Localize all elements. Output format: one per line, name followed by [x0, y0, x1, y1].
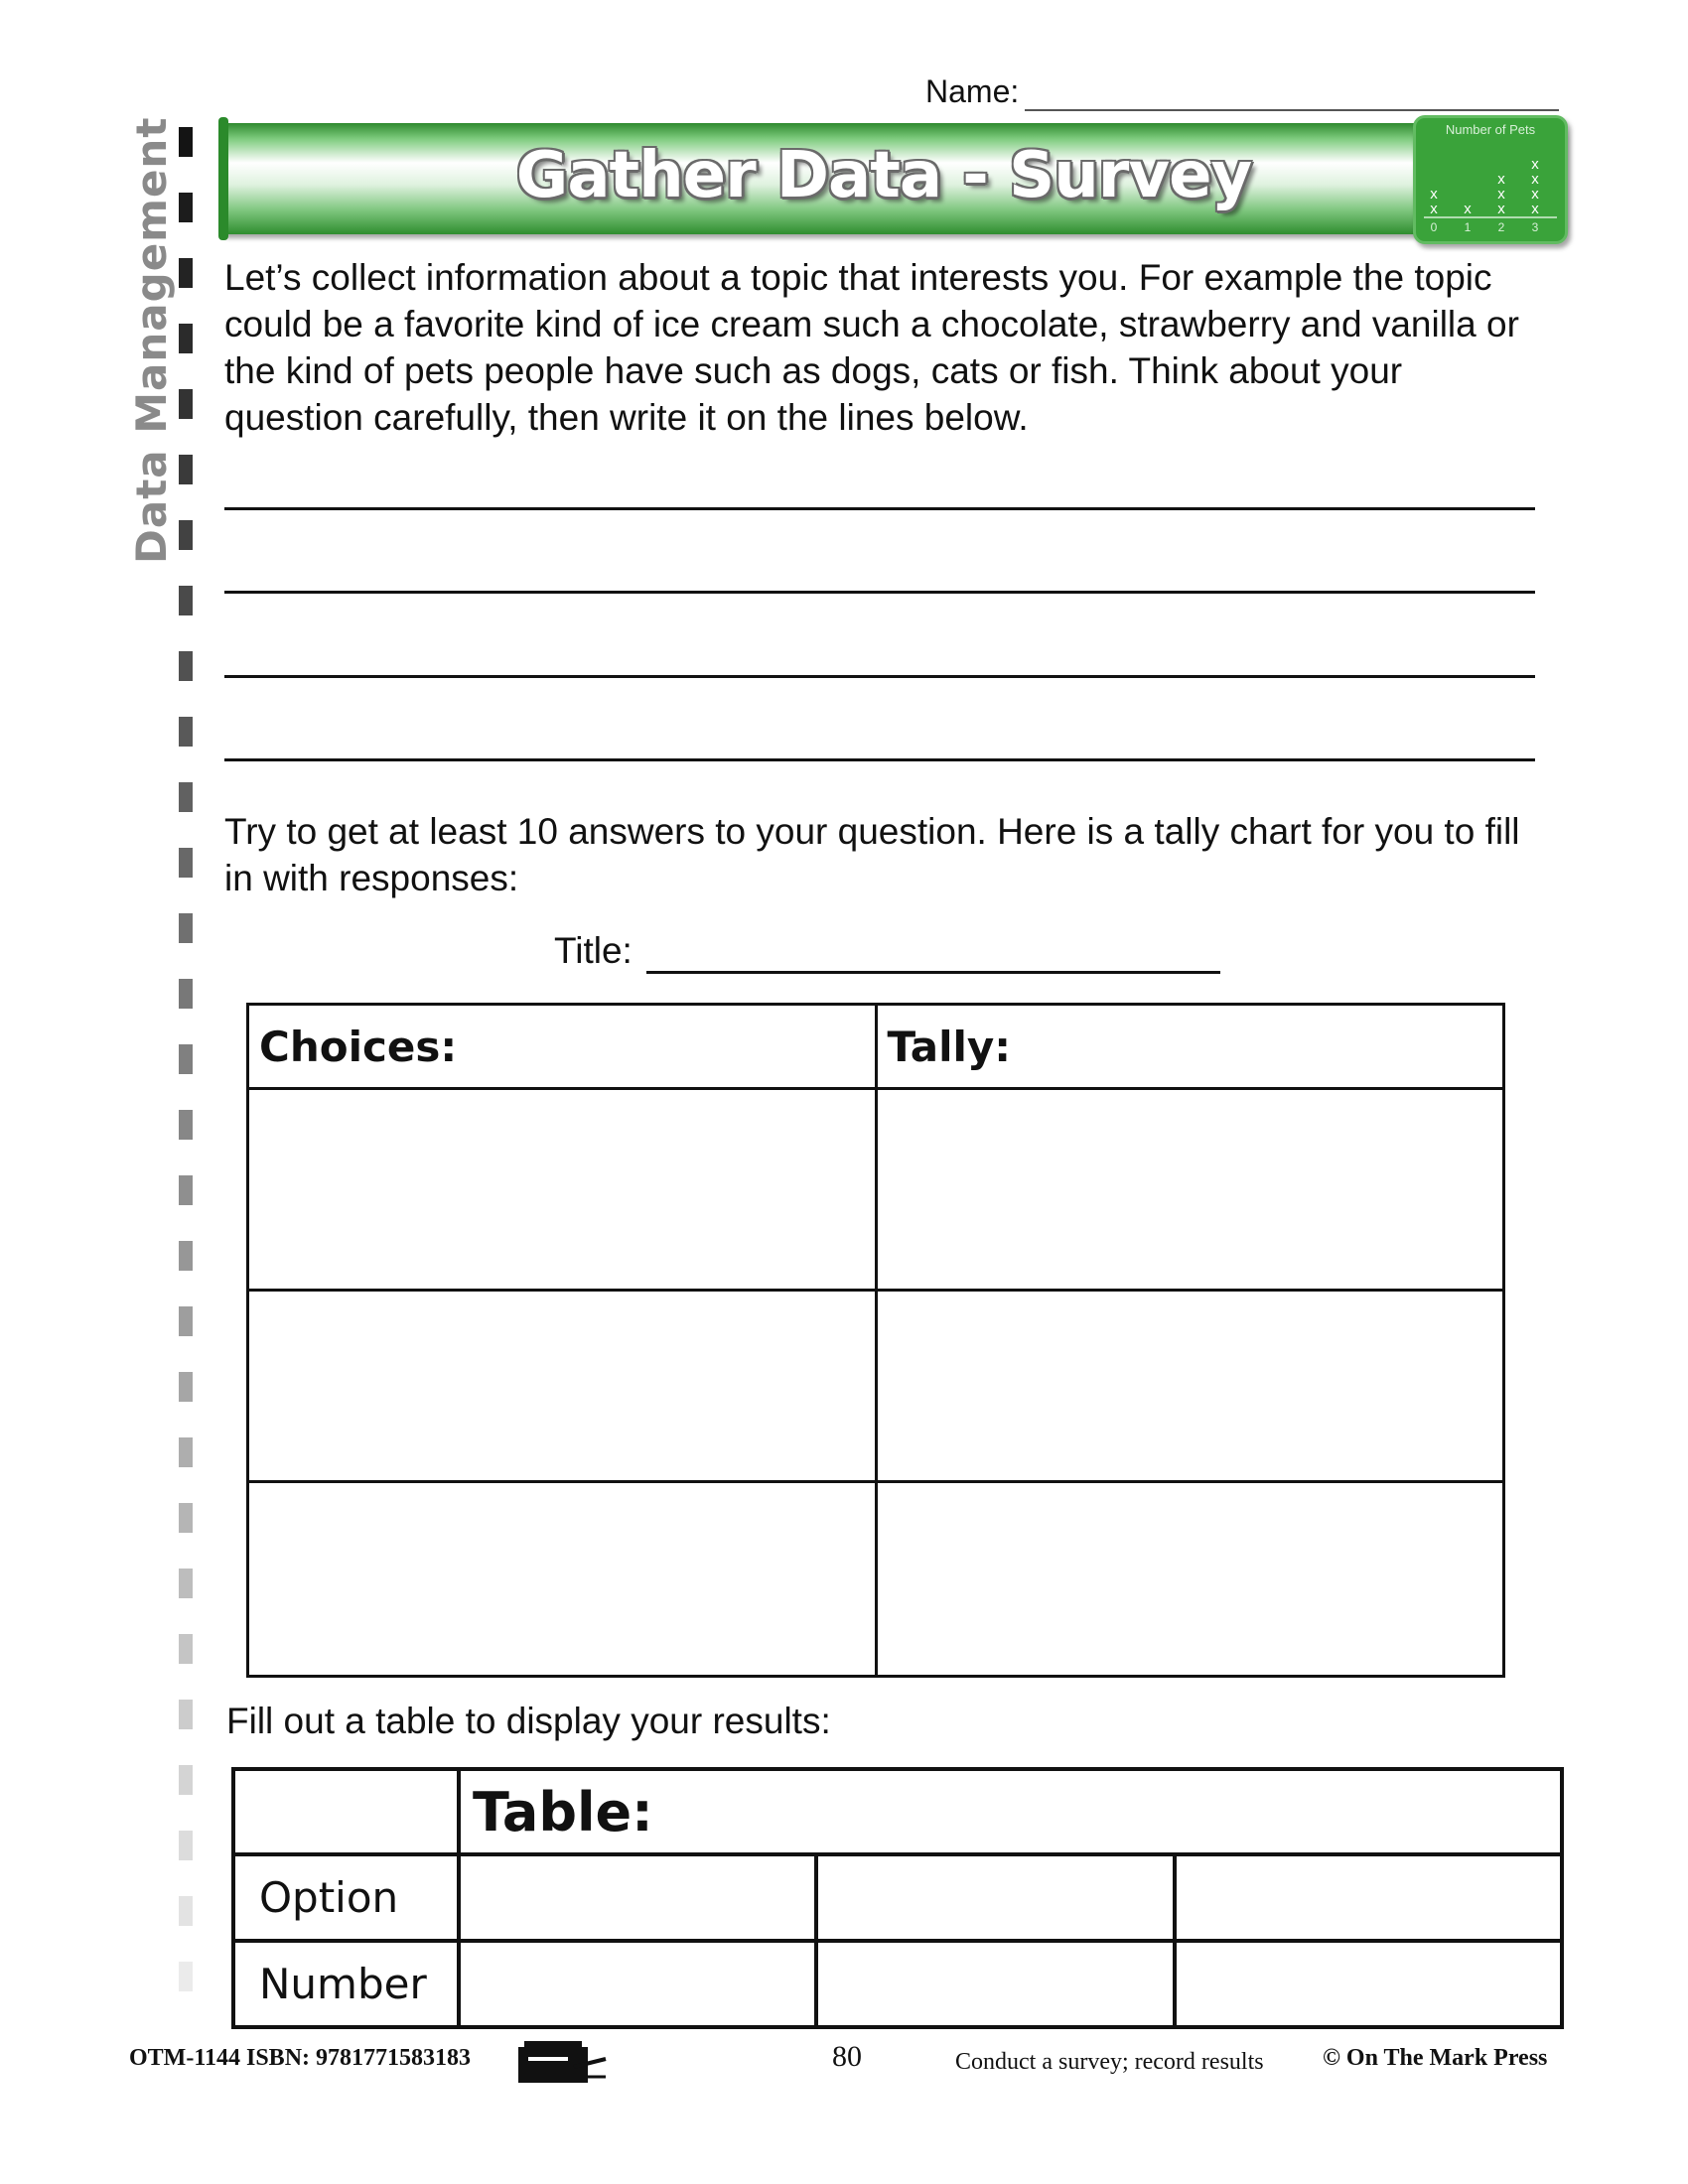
mini-x-mark: x — [1497, 186, 1505, 203]
copier-icon — [514, 2037, 610, 2087]
side-dash — [179, 1241, 193, 1271]
banner-edge — [218, 117, 228, 240]
mini-chart-title: Number of Pets — [1445, 122, 1536, 137]
side-dash — [179, 258, 193, 288]
mini-tick-label: 3 — [1531, 220, 1539, 234]
side-dash — [179, 1700, 193, 1729]
footer-topic: Conduct a survey; record results — [955, 2049, 1264, 2075]
results-instruction: Fill out a table to display your results: — [226, 1701, 831, 1741]
option-cell-3[interactable] — [1175, 1854, 1562, 1941]
tally-table — [246, 1003, 1505, 1678]
mini-x-mark: x — [1497, 171, 1505, 188]
side-dash — [179, 520, 193, 550]
name-label: Name: — [925, 73, 1020, 109]
mini-tick-label: 0 — [1430, 220, 1438, 234]
side-dash — [179, 1503, 193, 1533]
mini-x-mark: x — [1531, 201, 1539, 217]
choice-cell-3[interactable] — [248, 1482, 877, 1677]
side-dash — [179, 324, 193, 353]
title-line[interactable] — [646, 931, 1220, 974]
results-table-header: Table: — [459, 1769, 1562, 1854]
side-dash — [179, 1306, 193, 1336]
name-line[interactable] — [1025, 79, 1559, 111]
chart-title-field — [554, 928, 1220, 974]
side-dash — [179, 979, 193, 1009]
name-field — [925, 71, 1559, 111]
tally-cell-3[interactable] — [876, 1482, 1504, 1677]
side-dash — [179, 1569, 193, 1598]
results-table — [231, 1767, 1564, 2029]
number-cell-2[interactable] — [816, 1941, 1175, 2027]
question-line-2[interactable] — [224, 591, 1535, 594]
side-dash — [179, 455, 193, 484]
mini-x-mark: x — [1531, 186, 1539, 203]
side-dash — [179, 1831, 193, 1860]
side-dash — [179, 127, 193, 157]
option-cell-2[interactable] — [816, 1854, 1175, 1941]
side-dash — [179, 913, 193, 943]
side-dash — [179, 1044, 193, 1074]
side-dash — [179, 1896, 193, 1926]
side-section-label: Data Management — [127, 116, 176, 564]
side-dash — [179, 651, 193, 681]
tally-cell-1[interactable] — [876, 1089, 1504, 1291]
instructions-paragraph: Try to get at least 10 answers to your question. Here is a tally chart for you to fill in with responses: — [224, 811, 1520, 898]
mini-x-mark: x — [1497, 201, 1505, 217]
page-title: Gather Data - Survey — [515, 139, 1252, 212]
choice-cell-2[interactable] — [248, 1291, 877, 1482]
mini-tick-label: 1 — [1464, 220, 1472, 234]
mini-tick-label: 2 — [1497, 220, 1505, 234]
mini-x-mark: x — [1464, 201, 1472, 217]
tally-header: Tally: — [876, 1005, 1504, 1089]
results-corner-cell — [233, 1769, 459, 1854]
choices-header: Choices: — [248, 1005, 877, 1089]
choice-cell-1[interactable] — [248, 1089, 877, 1291]
side-dash — [179, 717, 193, 747]
footer-copyright: © On The Mark Press — [1323, 2045, 1548, 2071]
side-dash — [179, 1962, 193, 1991]
title-label: Title: — [554, 930, 633, 971]
side-dash — [179, 1372, 193, 1402]
mini-x-mark: x — [1430, 201, 1438, 217]
side-dash-border — [179, 127, 195, 2028]
question-line-1[interactable] — [224, 507, 1535, 510]
side-dash — [179, 193, 193, 222]
side-dash — [179, 1765, 193, 1795]
side-dash — [179, 1634, 193, 1664]
mini-x-mark: x — [1531, 171, 1539, 188]
question-line-4[interactable] — [224, 758, 1535, 761]
mini-x-mark: x — [1531, 156, 1539, 173]
pets-chart-icon — [1413, 115, 1568, 244]
footer-isbn: OTM-1144 ISBN: 9781771583183 — [129, 2045, 472, 2071]
side-dash — [179, 848, 193, 878]
question-line-3[interactable] — [224, 675, 1535, 678]
side-dash — [179, 1110, 193, 1140]
side-dash — [179, 1175, 193, 1205]
mini-line-plot — [1416, 118, 1565, 241]
side-dash — [179, 1437, 193, 1467]
option-row-label: Option — [233, 1854, 459, 1941]
intro-paragraph: Let’s collect information about a topic that interests you. For example the topic could be a favorite kind of ice cream such a chocolate, strawberry and vanilla or the kind of pets people have such as dogs, cats or fish. Think about your question carefully, then write it on the lines below. — [224, 257, 1519, 438]
tally-cell-2[interactable] — [876, 1291, 1504, 1482]
side-dash — [179, 782, 193, 812]
side-dash — [179, 389, 193, 419]
number-cell-3[interactable] — [1175, 1941, 1562, 2027]
number-cell-1[interactable] — [459, 1941, 816, 2027]
option-cell-1[interactable] — [459, 1854, 816, 1941]
side-dash — [179, 586, 193, 615]
page-number: 80 — [832, 2040, 862, 2073]
number-row-label: Number — [233, 1941, 459, 2027]
mini-x-mark: x — [1430, 186, 1438, 203]
